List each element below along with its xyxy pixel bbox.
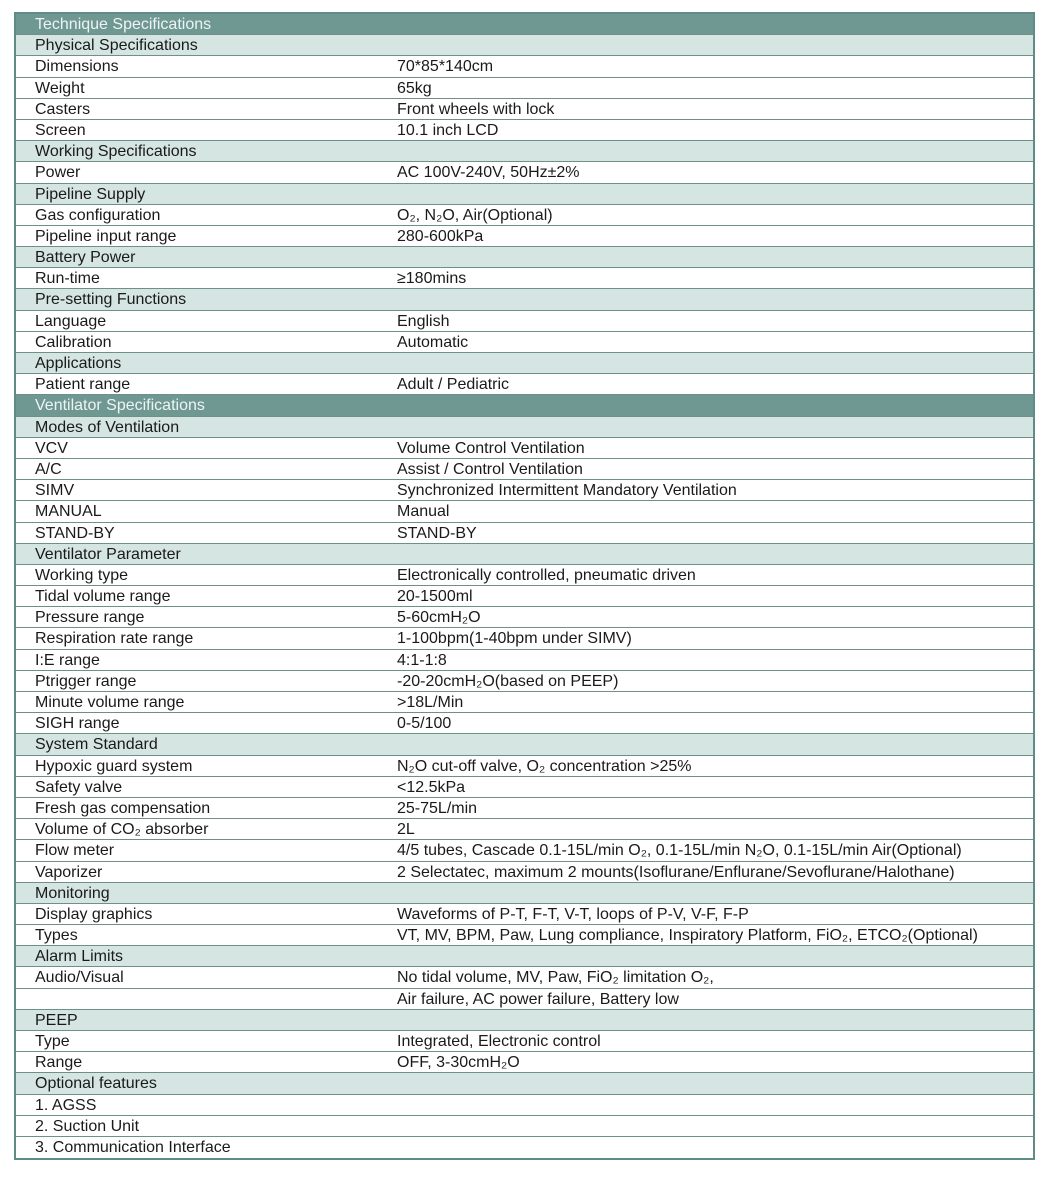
section-title: Pre-setting Functions [35,291,187,309]
spec-value: STAND-BY [397,524,477,542]
section-title: PEEP [35,1011,78,1029]
spec-value: -20-20cmH₂O(based on PEEP) [397,672,619,690]
spec-label: Minute volume range [35,694,185,711]
spec-row [16,989,1033,1010]
spec-label: Display graphics [35,905,153,923]
spec-value: 5-60cmH₂O [397,609,481,627]
spec-label: 2. Suction Unit [35,1117,140,1135]
subsection-header-row [16,1073,1033,1094]
spec-row [16,756,1033,777]
spec-row [16,607,1033,628]
spec-row [16,374,1033,395]
spec-label: Pipeline input range [35,227,177,245]
spec-label [16,989,397,1009]
spec-row [16,925,1033,946]
spec-value: No tidal volume, MV, Paw, FiO₂ limitation O₂, [397,969,714,987]
spec-row [16,904,1033,925]
spec-value: 4/5 tubes, Cascade 0.1-15L/min O₂, 0.1-15L/min N₂O, 0.1-15L/min Air(Optional) [397,842,962,860]
spec-row [16,692,1033,713]
spec-label: Types [35,927,78,945]
spec-label: Range [35,1054,83,1072]
spec-label: Run-time [35,270,100,288]
section-title: Physical Specifications [35,37,198,55]
spec-value: Air failure, AC power failure, Battery low [397,990,679,1008]
subsection-header-row [16,141,1033,162]
subsection-header-row [16,544,1033,565]
spec-row [16,671,1033,692]
spec-row [16,967,1033,988]
spec-row [16,523,1033,544]
spec-value: O₂, N₂O, Air(Optional) [397,206,553,224]
spec-value: Automatic [397,333,469,351]
spec-value: 0-5/100 [397,715,452,733]
subsection-header-row [16,289,1033,310]
spec-row [16,628,1033,649]
spec-value: 20-1500ml [397,588,473,606]
spec-value: Synchronized Intermittent Mandatory Ventilation [397,482,737,500]
subsection-header-row [16,734,1033,755]
spec-label: SIGH range [35,715,120,733]
spec-label: I:E range [35,651,100,669]
spec-label: Tidal volume range [35,588,171,606]
spec-label: Screen [35,121,86,139]
subsection-header-row [16,353,1033,374]
spec-row [16,205,1033,226]
spec-row [16,56,1033,77]
spec-value: AC 100V-240V, 50Hz±2% [397,164,580,182]
spec-label: Gas configuration [35,206,161,224]
spec-row [16,1116,1033,1137]
spec-label: Flow meter [35,842,115,860]
spec-label: Dimensions [35,58,119,76]
spec-label: Pressure range [35,609,145,627]
spec-row [16,777,1033,798]
spec-value: 280-600kPa [397,227,484,245]
section-title: Applications [35,355,122,372]
spec-value: <12.5kPa [397,778,466,796]
spec-row [16,459,1033,480]
spec-row [16,78,1033,99]
spec-label: Language [35,312,107,330]
spec-row [16,798,1033,819]
spec-row [16,480,1033,501]
section-header-row [16,395,1033,416]
spec-label: Hypoxic guard system [35,757,193,775]
spec-row [16,1031,1033,1052]
spec-row [16,162,1033,183]
spec-value: >18L/Min [397,694,464,711]
spec-value: 2 Selectatec, maximum 2 mounts(Isoflurane/Enflurane/Sevoflurane/Halothane) [397,863,955,881]
spec-row [16,1095,1033,1116]
spec-row [16,840,1033,861]
section-title: Pipeline Supply [35,185,146,203]
spec-value: Electronically controlled, pneumatic driven [397,566,696,584]
spec-label: Type [35,1033,70,1050]
specifications-table [14,12,1035,1160]
spec-value: Front wheels with lock [397,100,555,118]
spec-label: MANUAL [35,503,102,521]
spec-value: 1-100bpm(1-40bpm under SIMV) [397,630,632,648]
section-title: Ventilator Parameter [35,545,181,563]
spec-label: Safety valve [35,778,123,796]
spec-row [16,332,1033,353]
spec-value: 2L [397,821,415,839]
spec-label: Calibration [35,333,112,351]
section-title: Battery Power [35,249,136,267]
spec-value: 4:1-1:8 [397,651,447,669]
spec-value: Manual [397,503,450,521]
spec-label: 1. AGSS [35,1096,97,1114]
subsection-header-row [16,247,1033,268]
spec-row [16,438,1033,459]
spec-value: 70*85*140cm [397,58,494,76]
spec-value: OFF, 3-30cmH₂O [397,1054,520,1072]
spec-row [16,565,1033,586]
spec-value [397,1095,1033,1115]
section-title: Optional features [35,1075,157,1093]
spec-value: Integrated, Electronic control [397,1033,601,1050]
spec-row [16,501,1033,522]
spec-label: Power [35,164,81,182]
spec-row [16,1137,1033,1158]
spec-label: Volume of CO₂ absorber [35,821,209,839]
section-title: Technique Specifications [35,16,212,33]
spec-label: Respiration rate range [35,630,194,648]
spec-label: STAND-BY [35,524,115,542]
spec-value: Adult / Pediatric [397,376,510,394]
spec-row [16,819,1033,840]
spec-label: A/C [35,460,62,478]
subsection-header-row [16,883,1033,904]
spec-row [16,99,1033,120]
spec-value [397,1116,1033,1136]
spec-label: Patient range [35,376,131,394]
spec-row [16,1052,1033,1073]
spec-label: Audio/Visual [35,969,124,987]
section-title: Ventilator Specifications [35,397,205,415]
spec-row [16,120,1033,141]
spec-value: 25-75L/min [397,799,478,817]
section-title: Alarm Limits [35,948,124,966]
spec-label: VCV [35,439,68,457]
spec-label: Working type [35,566,129,584]
section-title: System Standard [35,736,158,754]
subsection-header-row [16,184,1033,205]
spec-label: Casters [35,100,91,118]
spec-row [16,226,1033,247]
spec-label: Fresh gas compensation [35,799,211,817]
spec-value: ≥180mins [397,270,467,288]
subsection-header-row [16,35,1033,56]
spec-row [16,268,1033,289]
spec-row [16,862,1033,883]
spec-value: Waveforms of P-T, F-T, V-T, loops of P-V, V-F, F-P [397,905,749,923]
spec-label: Weight [35,79,85,97]
spec-value: N₂O cut-off valve, O₂ concentration >25% [397,757,692,775]
spec-value: 65kg [397,79,432,97]
spec-value [397,1137,1033,1158]
subsection-header-row [16,946,1033,967]
spec-value: 10.1 inch LCD [397,121,499,139]
spec-row [16,650,1033,671]
section-title: Monitoring [35,884,110,902]
section-header-row [16,14,1033,35]
spec-value: Assist / Control Ventilation [397,460,583,478]
spec-label: Vaporizer [35,863,103,881]
spec-row [16,311,1033,332]
subsection-header-row [16,1010,1033,1031]
spec-label: 3. Communication Interface [35,1138,231,1156]
spec-label: SIMV [35,482,75,500]
spec-label: Ptrigger range [35,672,137,690]
spec-row [16,713,1033,734]
spec-value: VT, MV, BPM, Paw, Lung compliance, Inspiratory Platform, FiO₂, ETCO₂(Optional) [397,927,978,945]
subsection-header-row [16,417,1033,438]
spec-value: Volume Control Ventilation [397,439,585,457]
section-title: Working Specifications [35,143,197,161]
section-title: Modes of Ventilation [35,418,180,436]
spec-value: English [397,312,450,330]
spec-row [16,586,1033,607]
